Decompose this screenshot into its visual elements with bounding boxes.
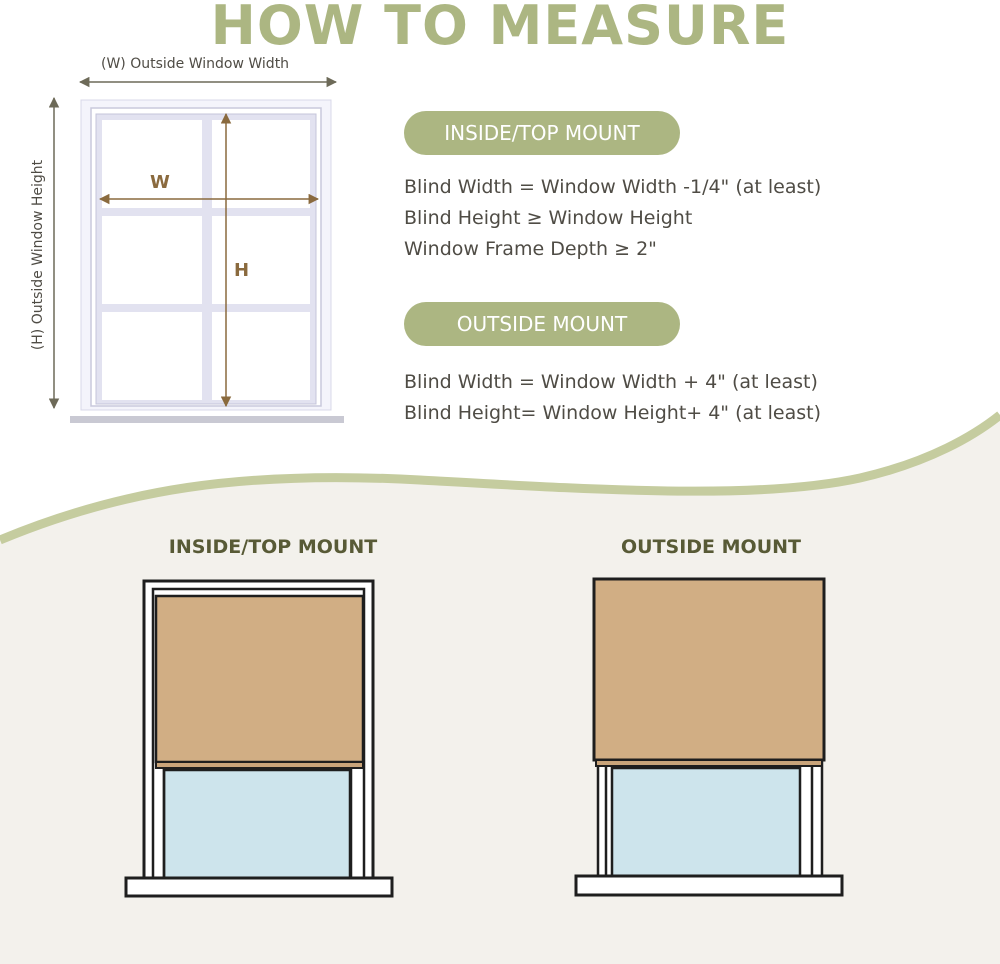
outside-width-label: (W) Outside Window Width — [101, 56, 290, 72]
inner-width-label: W — [150, 172, 170, 193]
inside-mount-specs — [404, 172, 821, 265]
inside-mount-pill: INSIDE/TOP MOUNT — [404, 111, 680, 155]
page-title: HOW TO MEASURE — [210, 0, 790, 57]
inner-height-label: H — [234, 260, 250, 281]
outside-mount-pill: OUTSIDE MOUNT — [404, 302, 680, 346]
outside-mount-illustration — [568, 574, 848, 900]
inside-mount-illustration-title: INSIDE/TOP MOUNT — [168, 536, 378, 558]
inside-spec-line: Blind Width = Window Width -1/4" (at least) — [404, 176, 822, 198]
outside-spec-line: Blind Width = Window Width + 4" (at least) — [404, 371, 818, 393]
inside-spec-line: Blind Height ≥ Window Height — [404, 207, 693, 229]
inside-spec-line: Window Frame Depth ≥ 2" — [404, 238, 657, 260]
outside-height-label: (H) Outside Window Height — [30, 159, 46, 351]
window-measure-diagram — [20, 50, 360, 440]
outside-mount-illustration-title: OUTSIDE MOUNT — [620, 536, 801, 558]
inside-mount-illustration — [120, 575, 400, 901]
outside-spec-line: Blind Height= Window Height+ 4" (at least) — [404, 402, 822, 424]
outside-mount-specs — [404, 367, 821, 429]
